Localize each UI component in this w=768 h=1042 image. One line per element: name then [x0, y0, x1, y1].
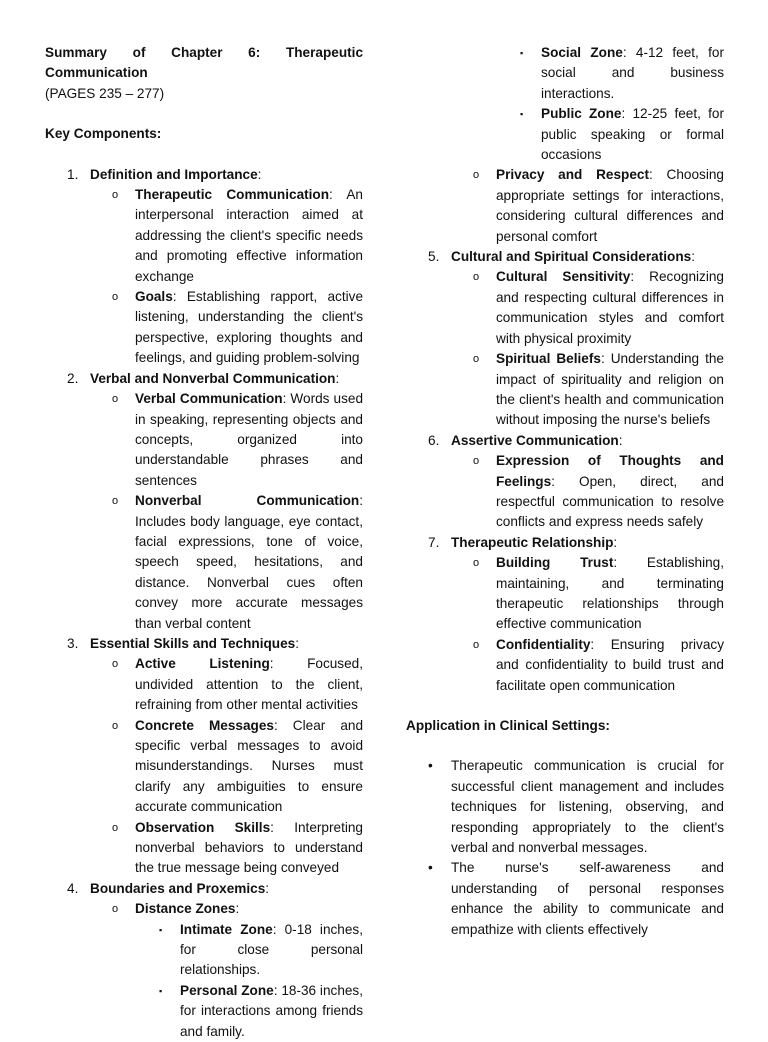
section-number: 2	[67, 370, 75, 386]
section-title: Boundaries and Proxemics	[90, 880, 266, 896]
section-4-continued	[406, 43, 724, 247]
circle-marker-icon: o	[473, 455, 480, 468]
list-item: o Observation Skills: Interpreting nonverbal behaviors to understand the true message being conveyed	[112, 819, 363, 876]
list-item: o Expression of Thoughts and Feelings: Open, direct, and respectful communication to resolve conflicts and express needs safely	[473, 453, 724, 530]
section-title: Therapeutic Relationship	[451, 534, 614, 550]
section-title: Verbal and Nonverbal Communication	[90, 370, 336, 386]
circle-marker-icon: o	[112, 393, 119, 406]
section-number: 1	[67, 166, 75, 182]
list-item: o Concrete Messages: Clear and specific verbal messages to avoid misunderstandings. Nurses must clarify any ambiguities to ensure accurate communication	[112, 717, 364, 815]
list-item: o Therapeutic Communication: An interpersonal interaction aimed at addressing the client's specific needs and promoting effective information exchange	[112, 187, 363, 284]
list-item: o Privacy and Respect: Choosing appropriate settings for interactions, considering cultural differences and personal comfort	[473, 167, 724, 244]
circle-marker-icon: o	[473, 169, 480, 182]
key-components-heading: Key Components:	[45, 126, 162, 142]
circle-marker-icon: o	[473, 557, 480, 570]
section-title: Essential Skills and Techniques	[90, 635, 296, 651]
list-item: ▪ Social Zone: 4-12 feet, for social and business interactions.	[520, 45, 724, 101]
circle-marker-icon: o	[112, 821, 119, 834]
key-components-list-continued	[406, 43, 724, 696]
bullet-icon: •	[428, 860, 433, 876]
application-list	[406, 756, 724, 940]
section-number: 6	[428, 432, 436, 448]
section-title: Definition and Importance	[90, 166, 258, 182]
square-bullet-icon: ▪	[159, 924, 163, 935]
section-number: 4	[67, 880, 75, 896]
list-item: • Therapeutic communication is crucial for successful client management and includes techniques for listening, observing, and responding appropriately to the client's verbal and nonverbal messages.	[428, 758, 724, 856]
list-item: ▪ Intimate Zone: 0-18 inches, for close personal relationships.	[159, 921, 364, 978]
list-item: o Goals: Establishing rapport, active listening, understanding the client's perspective, exploring thoughts and feelings, and guiding problem-solving	[112, 289, 363, 366]
section-2: 2. Verbal and Nonverbal Communication: o Verbal Communication: Words used in speaking, representing objects and concepts, organized into understandable phrases and sentences o Nonverbal Communication: Includes body language, eye contact, facial expressions, tone of voice, speech speed, hesitations, and distance. Nonverbal cues often convey more accurate messages than verbal content	[45, 369, 363, 634]
circle-marker-icon: o	[473, 353, 480, 366]
list-item: o Active Listening: Focused, undivided attention to the client, refraining from other mental activities	[112, 656, 363, 713]
circle-marker-icon: o	[112, 719, 119, 732]
circle-marker-icon: o	[112, 658, 119, 671]
list-item: o Spiritual Beliefs: Understanding the impact of spirituality and religion on the client's health and communication without imposing the nurse's beliefs	[473, 351, 724, 428]
section-1: 1. Definition and Importance: o Therapeutic Communication: An interpersonal interaction aimed at addressing the client's specific needs and promoting effective information exchange o Goals: Establishing rapport, active listening, understanding the client's perspective, exploring thoughts and feelings, and guiding problem-solving	[45, 165, 363, 369]
square-bullet-icon: ▪	[159, 985, 163, 996]
list-item: o Building Trust: Establishing, maintaining, and terminating therapeutic relationships through effective communication	[473, 555, 724, 632]
bullet-icon: •	[428, 758, 433, 774]
circle-marker-icon: o	[473, 271, 480, 284]
section-title: Cultural and Spiritual Considerations	[451, 249, 692, 265]
circle-marker-icon: o	[112, 189, 119, 202]
list-item	[451, 43, 724, 165]
section-7: 7. Therapeutic Relationship: o Building Trust: Establishing, maintaining, and terminating therapeutic relationships through effective communication o Confidentiality: Ensuring privacy and confidentiality to build trust and facilitate open communication	[406, 533, 724, 696]
application-heading: Application in Clinical Settings:	[406, 718, 610, 733]
section-3: 3. Essential Skills and Techniques: o Active Listening: Focused, undivided attention to the client, refraining from other mental activities o Concrete Messages: Clear and specific verbal messages to avoid misunderstandings. Nurses must clarify any ambiguities to ensure accurate communication o Observation Skills: Interpreting nonverbal behaviors to understand the true message being conveyed	[45, 634, 363, 879]
circle-marker-icon: o	[473, 638, 480, 651]
circle-marker-icon: o	[112, 903, 119, 916]
doc-pages: (PAGES 235 – 277)	[45, 85, 165, 101]
circle-marker-icon: o	[112, 291, 119, 304]
list-item: • The nurse's self-awareness and understanding of personal responses enhance the ability to communicate and empathize with clients effectively	[428, 860, 724, 937]
list-item: o Cultural Sensitivity: Recognizing and respecting cultural differences in communication styles and comfort with physical proximity	[473, 269, 724, 346]
key-components-list	[45, 165, 363, 1042]
doc-title: Summary of Chapter 6: Therapeutic Communication	[45, 45, 363, 81]
section-number: 3	[67, 635, 75, 651]
square-bullet-icon: ▪	[520, 48, 524, 58]
circle-marker-icon: o	[112, 495, 119, 508]
list-item: o Distance Zones: ▪ Intimate Zone: 0-18 inches, for close personal relationships. ▪ Personal Zone: 18-36 inches, for interactions among friends and family.	[90, 899, 363, 1042]
list-item: o Confidentiality: Ensuring privacy and confidentiality to build trust and facilitate open communication	[473, 636, 724, 693]
section-5: 5. Cultural and Spiritual Considerations: o Cultural Sensitivity: Recognizing and respecting cultural differences in communication styles and comfort with physical proximity o Spiritual Beliefs: Understanding the impact of spirituality and religion on the client's health and communication without imposing the nurse's beliefs	[406, 247, 724, 431]
section-number: 5	[428, 249, 436, 265]
list-item: ▪ Public Zone: 12-25 feet, for public speaking or formal occasions	[520, 106, 724, 163]
section-title: Assertive Communication	[451, 432, 619, 448]
left-column	[45, 43, 363, 1042]
section-number: 7	[428, 534, 436, 550]
section-6: 6. Assertive Communication: o Expression of Thoughts and Feelings: Open, direct, and respectful communication to resolve conflicts and express needs safely	[406, 431, 724, 533]
list-item: o Nonverbal Communication: Includes body language, eye contact, facial expressions, tone of voice, speech speed, hesitations, and distance. Nonverbal cues often convey more accurate messages than verbal content	[112, 493, 363, 631]
right-column	[406, 43, 724, 940]
section-4: 4. Boundaries and Proxemics: o Distance Zones: ▪ Intimate Zone: 0-18 inches, for close personal relationships. ▪ Personal Zone: 18-36 inches, for interactions among friends and family.	[45, 879, 363, 1042]
list-item: ▪ Personal Zone: 18-36 inches, for interactions among friends and family.	[159, 982, 364, 1039]
square-bullet-icon: ▪	[520, 109, 524, 120]
list-item: o Verbal Communication: Words used in speaking, representing objects and concepts, organized into understandable phrases and sentences	[112, 391, 364, 488]
